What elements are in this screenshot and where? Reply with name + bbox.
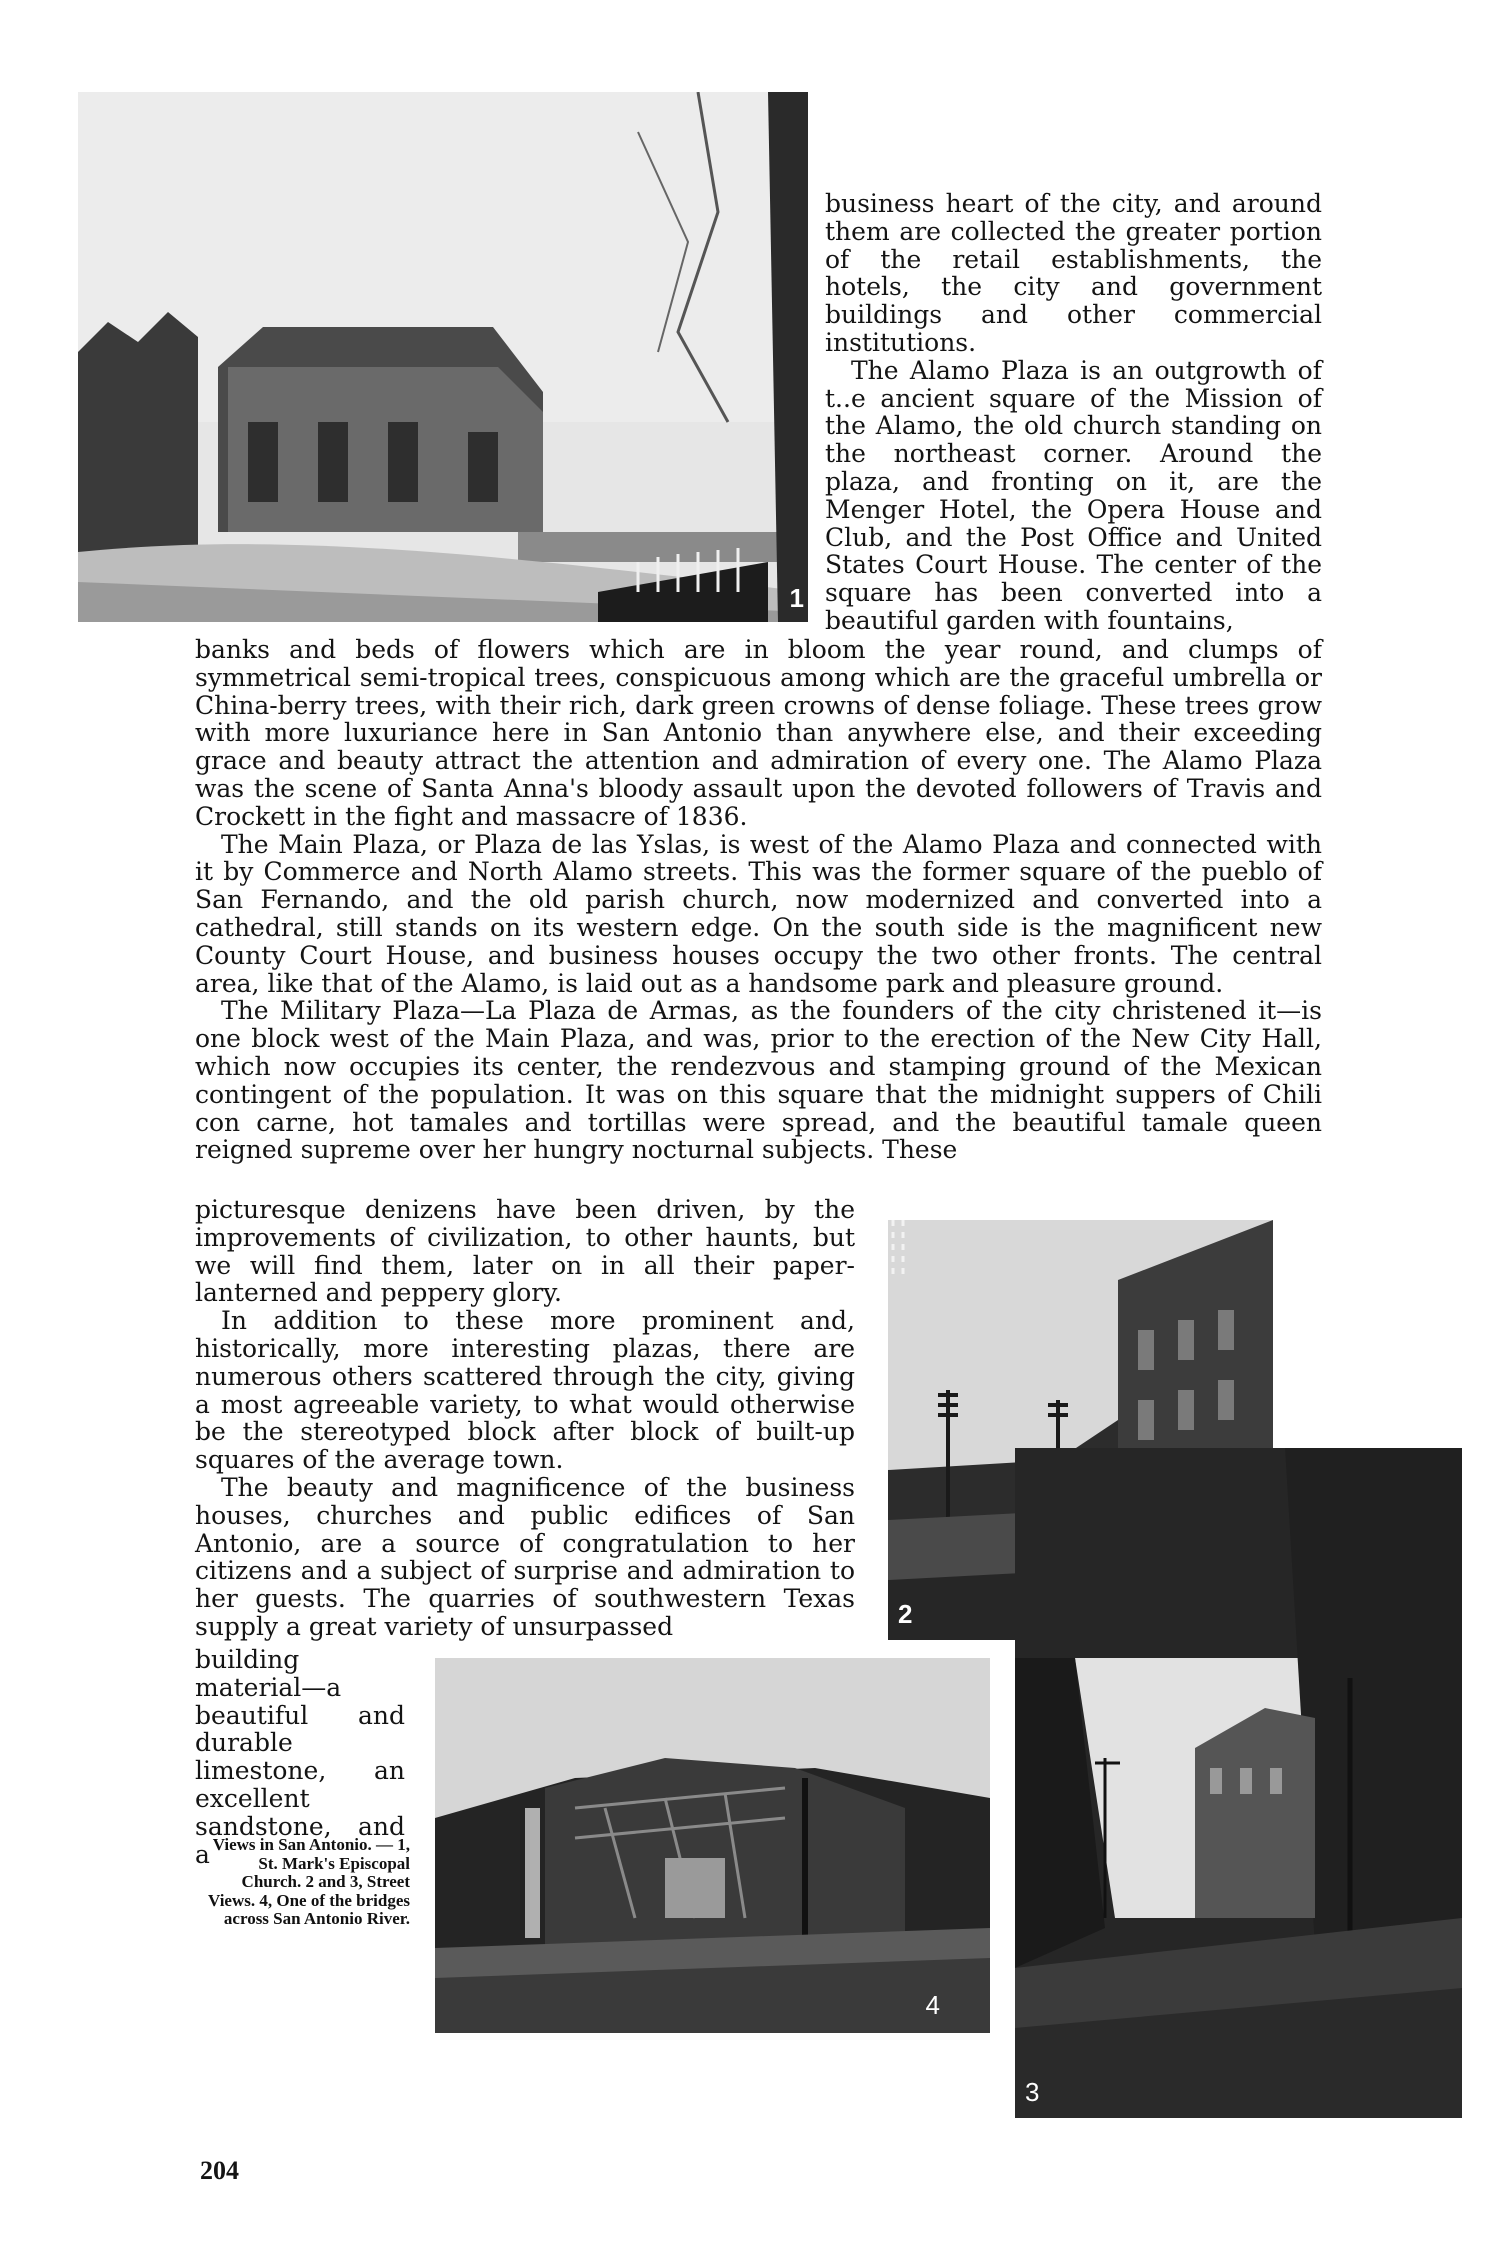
bridge-illustration xyxy=(435,1658,990,2033)
paragraph-plazas: In addition to these more prominent and, historically, more interesting plazas, there are numerous others scattered through the city, giving a most agreeable variety, to what would otherwise be the stereotyped block after block of built-up squares of the average town. xyxy=(195,1306,855,1475)
photo-bridge xyxy=(435,1658,990,2033)
paragraph-business-heart: business heart of the city, and around them are collected the greater portion of the retail establishments, the hotels, the city and government buildings and other commercial institutions. xyxy=(825,189,1322,357)
text-block-left xyxy=(195,1196,855,1641)
paragraph-beauty: The beauty and magnificence of the business houses, churches and public edifices of San Antonio, are a source of congratulation to her citizens and a subject of surprise and admiration to her guests. The quarries of southwestern Texas supply a great variety of unsurpassed xyxy=(195,1472,855,1641)
paragraph-material: building material—a beautiful and durable limestone, an excellent sandstone, and a xyxy=(195,1645,405,1869)
photo-church xyxy=(78,92,808,622)
paragraph-alamo-narrow: The Alamo Plaza is an outgrowth of t..e ancient square of the Mission of the Alamo, the old church standing on the northeast corner. Around the plaza, and fronting on it, are the Menger Hotel, the Opera House and Club, and the Post Office and United States Court House. The center of the square has been converted into a beautiful garden with fountains, xyxy=(825,355,1322,635)
church-illustration xyxy=(78,92,808,622)
paragraph-alamo-wide: banks and beds of flowers which are in bloom the year round, and clumps of symmetrical semi-tropical trees, conspicuous among which are the graceful umbrella or China-berry trees, with their rich, dark green crowns of dense foliage. These trees grow with more luxuriance here in San Antonio than anywhere else, and their exceeding grace and beauty attract the attention and admiration of every one. The Alamo Plaza was the scene of Santa Anna's bloody assault upon the devoted followers of Travis and Crockett in the fight and massacre of 1836. xyxy=(195,635,1322,831)
page-number: 204 xyxy=(200,2156,239,2185)
text-block-top xyxy=(825,190,1322,635)
figure-caption: Views in San Antonio. — 1, St. Mark's Episcopal Church. 2 and 3, Street Views. 4, One of the bridges across San Antonio River. xyxy=(208,1835,410,1928)
photo-number-2: 2 xyxy=(898,1599,913,1629)
photo-number-4: 4 xyxy=(925,1990,940,2020)
photo-street-3 xyxy=(1015,1448,1462,2118)
photo-number-1: 1 xyxy=(789,583,804,613)
paragraph-military-narrow: picturesque denizens have been driven, by the improvements of civilization, to other haunts, but we will find them, later on in all their paper-lanterned and peppery glory. xyxy=(195,1195,855,1308)
photo-number-3: 3 xyxy=(1025,2077,1040,2107)
street-illustration-3 xyxy=(1015,1448,1462,2118)
paragraph-military-wide: The Military Plaza—La Plaza de Armas, as the founders of the city christened it—is one block west of the Main Plaza, and was, prior to the erection of the New City Hall, which now occupies its center, the rendezvous and stamping ground of the Mexican contingent of the population. It was on this square that the midnight suppers of Chili con carne, hot tamales and tortillas were spread, and the beautiful tamale queen reigned supreme over her hungry nocturnal subjects. These xyxy=(195,996,1322,1165)
paragraph-main-plaza: The Main Plaza, or Plaza de las Yslas, is west of the Alamo Plaza and connected with it by Commerce and North Alamo streets. This was the former square of the pueblo of San Fernando, and the old parish church, now modernized and converted into a cathedral, still stands on its western edge. On the south side is the magnificent new County Court House, and business houses occupy the two other fronts. The central area, like that of the Alamo, is laid out as a handsome park and pleasure ground. xyxy=(195,829,1322,998)
text-block-wide xyxy=(195,636,1322,1164)
